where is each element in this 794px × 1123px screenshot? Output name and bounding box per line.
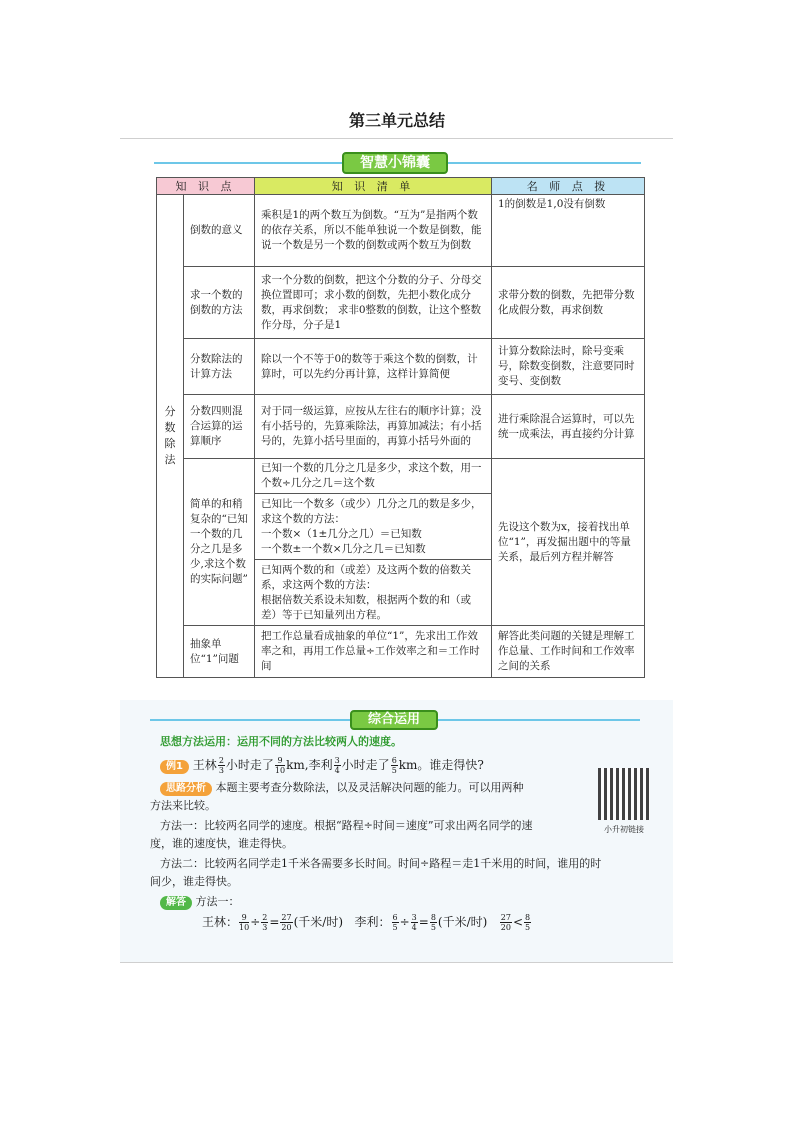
divider: [120, 138, 673, 139]
analysis-line: [160, 780, 524, 796]
banner-comprehensive: [120, 710, 673, 730]
example-tag: 例1: [160, 760, 189, 774]
topic-cell: 抽象单位“1”问题: [184, 626, 255, 678]
fraction: $\frac{2}{3}$: [218, 756, 224, 775]
method1-text-2: 度，谁的速度快，谁走得快。: [150, 837, 293, 850]
example-line: [160, 754, 484, 776]
tip-cell: 1的倒数是1,0没有倒数: [492, 195, 645, 267]
header-teacher-tips: 名 师 点 拨: [492, 178, 645, 195]
category-cell: 分数除法: [157, 195, 184, 678]
header-knowledge-point: 知 识 点: [157, 178, 255, 195]
analysis-text: 本题主要考查分数除法，以及灵活解决问题的能力。可以用两种: [215, 781, 524, 794]
method1-text: 方法一：比较两名同学的速度。根据“路程÷时间＝速度”可求出两名同学的速: [160, 819, 533, 832]
answer-text: 方法一：: [195, 895, 240, 908]
analysis-tag: 思路分析: [160, 782, 212, 796]
tip-cell: 计算分数除法时，除号变乘号，除数变倒数，注意要同时变号、变倒数: [492, 339, 645, 395]
header-knowledge-list: 知 识 清 单: [255, 178, 492, 195]
topic-cell: 倒数的意义: [184, 195, 255, 267]
list-cell: 求一个分数的倒数，把这个分数的分子、分母交换位置即可；求小数的倒数，先把小数化成分数，再求倒数； 求非0整数的倒数，让这个整数作分母，分子是1: [255, 267, 492, 339]
section-heading: 思想方法运用：运用不同的方法比较两人的速度。: [160, 735, 402, 748]
divider: [120, 962, 673, 963]
answer-line: [160, 894, 240, 910]
tip-cell: 先设这个数为x，接着找出单位“1”，再发掘出题中的等量关系，最后列方程并解答: [492, 459, 645, 626]
list-cell: 除以一个不等于0的数等于乘这个数的倒数，计算时，可以先约分再计算，这样计算简便: [255, 339, 492, 395]
banner-smart-tips: [0, 152, 794, 174]
tip-cell: 解答此类问题的关键是理解工作总量、工作时间和工作效率之间的关系: [492, 626, 645, 678]
tip-cell: 求带分数的倒数，先把带分数化成假分数，再求倒数: [492, 267, 645, 339]
topic-cell: 分数除法的计算方法: [184, 339, 255, 395]
topic-cell: 分数四则混合运算的运算顺序: [184, 395, 255, 459]
analysis-text-2: 方法来比较。: [150, 799, 216, 812]
example-text: km,李利: [286, 758, 333, 772]
example-text: 小时走了: [341, 758, 390, 772]
page-title: 第三单元总结: [348, 111, 445, 130]
example-text: 王林: [192, 758, 217, 772]
method2-text: 方法二：比较两名同学走1千米各需要多长时间。时间÷路程＝走1千米用的时间，谁用的时: [160, 857, 602, 870]
list-cell: 已知一个数的几分之几是多少，求这个数，用一个数÷几分之几＝这个数: [255, 459, 492, 494]
list-cell: 已知比一个数多（或少）几分之几的数是多少，求这个数的方法： 一个数×（1±几分之几）＝已知数 一个数±一个数×几分之几＝已知数: [255, 494, 492, 560]
qr-label: 小升初链接: [604, 825, 644, 834]
example-text: km。谁走得快?: [398, 758, 484, 772]
fraction: $\frac{3}{4}$: [334, 756, 340, 775]
topic-cell: 求一个数的倒数的方法: [184, 267, 255, 339]
fraction: $\frac{9}{10}$: [274, 756, 286, 775]
summary-table: [156, 177, 645, 678]
qr-code-icon[interactable]: [598, 768, 650, 820]
topic-cell: 简单的和稍复杂的“已知一个数的几分之几是多少,求这个数的实际问题”: [184, 459, 255, 626]
banner-label: 智慧小锦囊: [342, 152, 448, 174]
fraction: $\frac{6}{5}$: [391, 756, 397, 775]
list-cell: 对于同一级运算，应按从左往右的顺序计算；没有小括号的，先算乘除法，再算加减法；有小括号的，先算小括号里面的，再算小括号外面的: [255, 395, 492, 459]
calculation-line: 王林： $\frac{9}{10}$ ÷ $\frac{2}{3}$ = $\frac{27}{20}$ (千米/时) 李利： $\frac{6}{5}$ ÷ $\frac{3}{4}$ = $\frac{8}{5}$ (千米/时) $\frac{27}{20}$ < $\frac{8}{5}$: [202, 913, 531, 932]
list-cell: 把工作总量看成抽象的单位“1”，先求出工作效率之和，再用工作总量÷工作效率之和＝工作时间: [255, 626, 492, 678]
tip-cell: 进行乘除混合运算时，可以先统一成乘法，再直接约分计算: [492, 395, 645, 459]
answer-tag: 解答: [160, 896, 192, 910]
list-cell: 已知两个数的和（或差）及这两个数的倍数关系，求这两个数的方法： 根据倍数关系设未知数，根据两个数的和（或差）等于已知量列出方程。: [255, 560, 492, 626]
comprehensive-section: [120, 700, 673, 962]
method2-text-2: 间少，谁走得快。: [150, 875, 238, 888]
list-cell: 乘积是1的两个数互为倒数。“互为”是指两个数的依存关系，所以不能单独说一个数是倒数，能说一个数是另一个数的倒数或两个数互为倒数: [255, 195, 492, 267]
banner-label: 综合运用: [350, 710, 438, 730]
example-text: 小时走了: [225, 758, 274, 772]
